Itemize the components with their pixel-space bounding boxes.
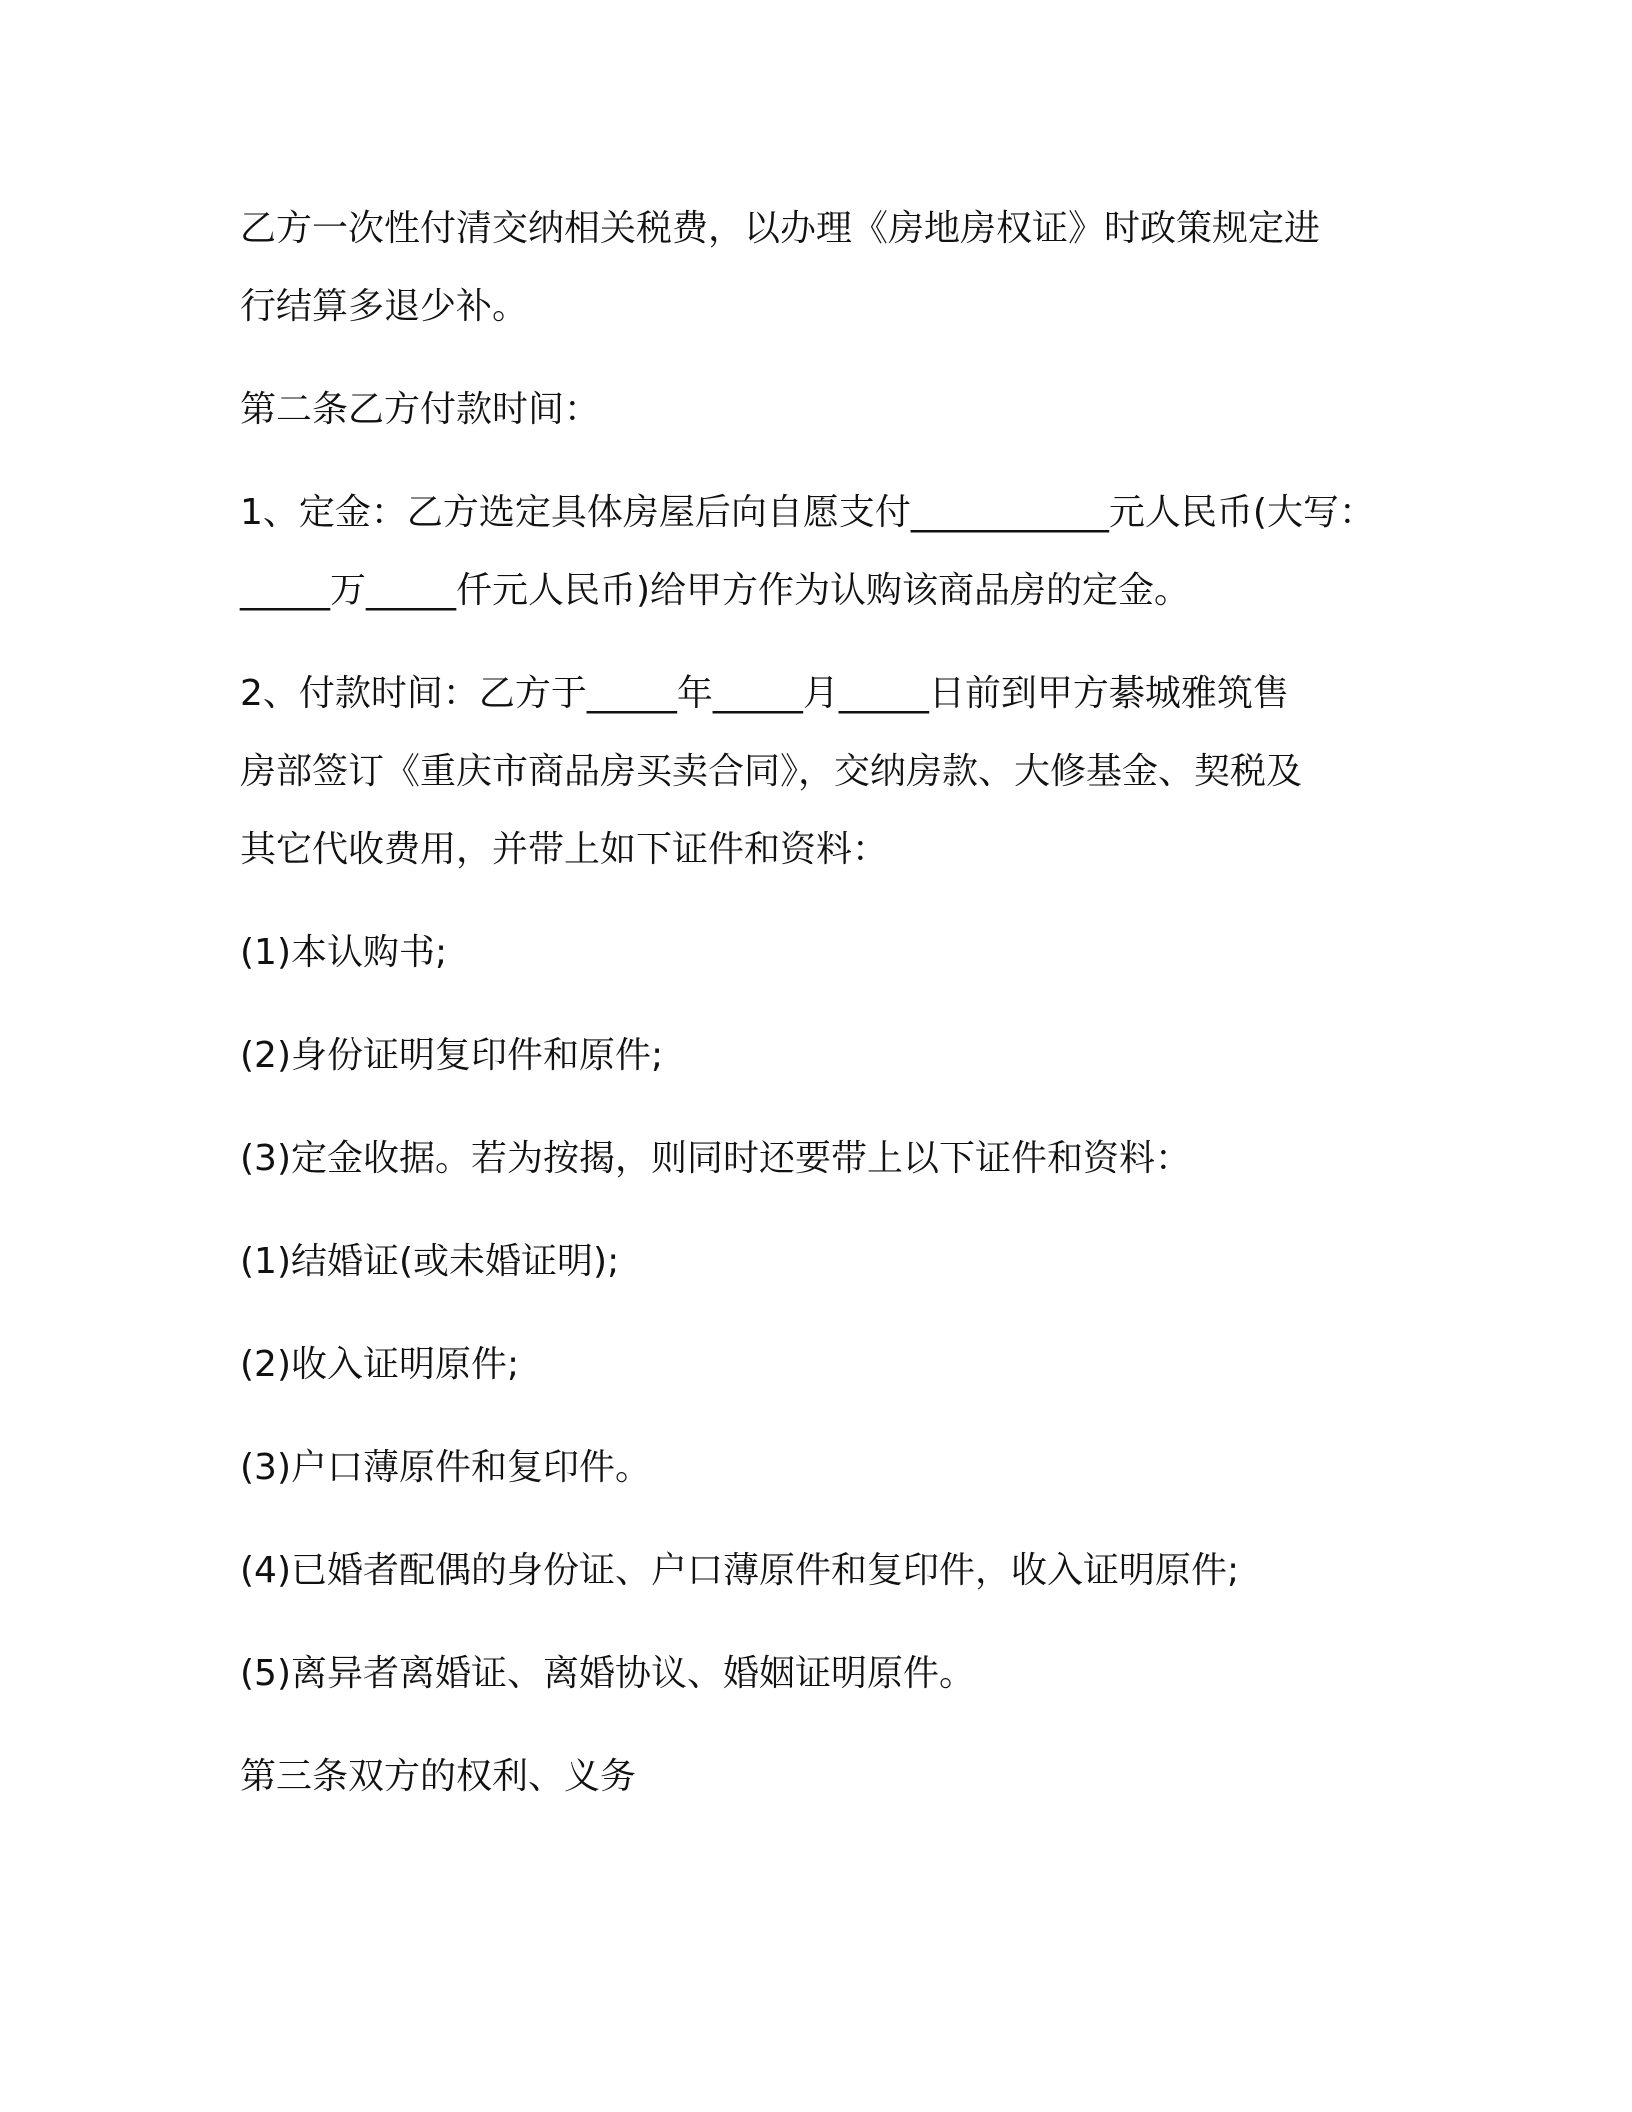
text-line: 1、定金：乙方选定具体房屋后向自愿支付___________元人民币(大写： [240,492,1375,533]
paragraph-deposit [240,474,1400,630]
article-2-heading [240,371,1400,449]
text-line: (3)定金收据。若为按揭，则同时还要带上以下证件和资料： [240,1138,1191,1179]
list-item [240,1532,1400,1610]
text-line: (2)身份证明复印件和原件; [240,1035,664,1076]
text-line: 其它代收费用，并带上如下证件和资料： [240,829,889,870]
list-item [240,1326,1400,1404]
text-line: (4)已婚者配偶的身份证、户口薄原件和复印件，收入证明原件; [240,1550,1240,1591]
list-item [240,1635,1400,1713]
text-line: (3)户口薄原件和复印件。 [240,1447,651,1488]
text-line: 第二条乙方付款时间： [240,389,601,430]
text-line: 2、付款时间：乙方于_____年_____月_____日前到甲方綦城雅筑售 [240,673,1289,714]
paragraph-payment-time [240,655,1400,889]
text-line: (1)结婚证(或未婚证明); [240,1241,620,1282]
text-line: 乙方一次性付清交纳相关税费，以办理《房地房权证》时政策规定进 [240,208,1321,249]
list-item [240,1429,1400,1507]
text-line: (1)本认购书; [240,932,448,973]
text-line: 行结算多退少补。 [240,286,529,327]
paragraph-tax-settlement [240,190,1400,346]
text-line: 房部签订《重庆市商品房买卖合同》，交纳房款、大修基金、契税及 [240,751,1303,792]
list-item [240,1120,1400,1198]
text-line: 第三条双方的权利、义务 [240,1756,637,1797]
article-3-heading [240,1738,1400,1816]
text-line: _____万_____仟元人民币)给甲方作为认购该商品房的定金。 [240,570,1191,611]
list-item [240,914,1400,992]
text-line: (2)收入证明原件; [240,1344,520,1385]
document-body [240,190,1400,1841]
text-line: (5)离异者离婚证、离婚协议、婚姻证明原件。 [240,1653,975,1694]
list-item [240,1223,1400,1301]
list-item [240,1017,1400,1095]
